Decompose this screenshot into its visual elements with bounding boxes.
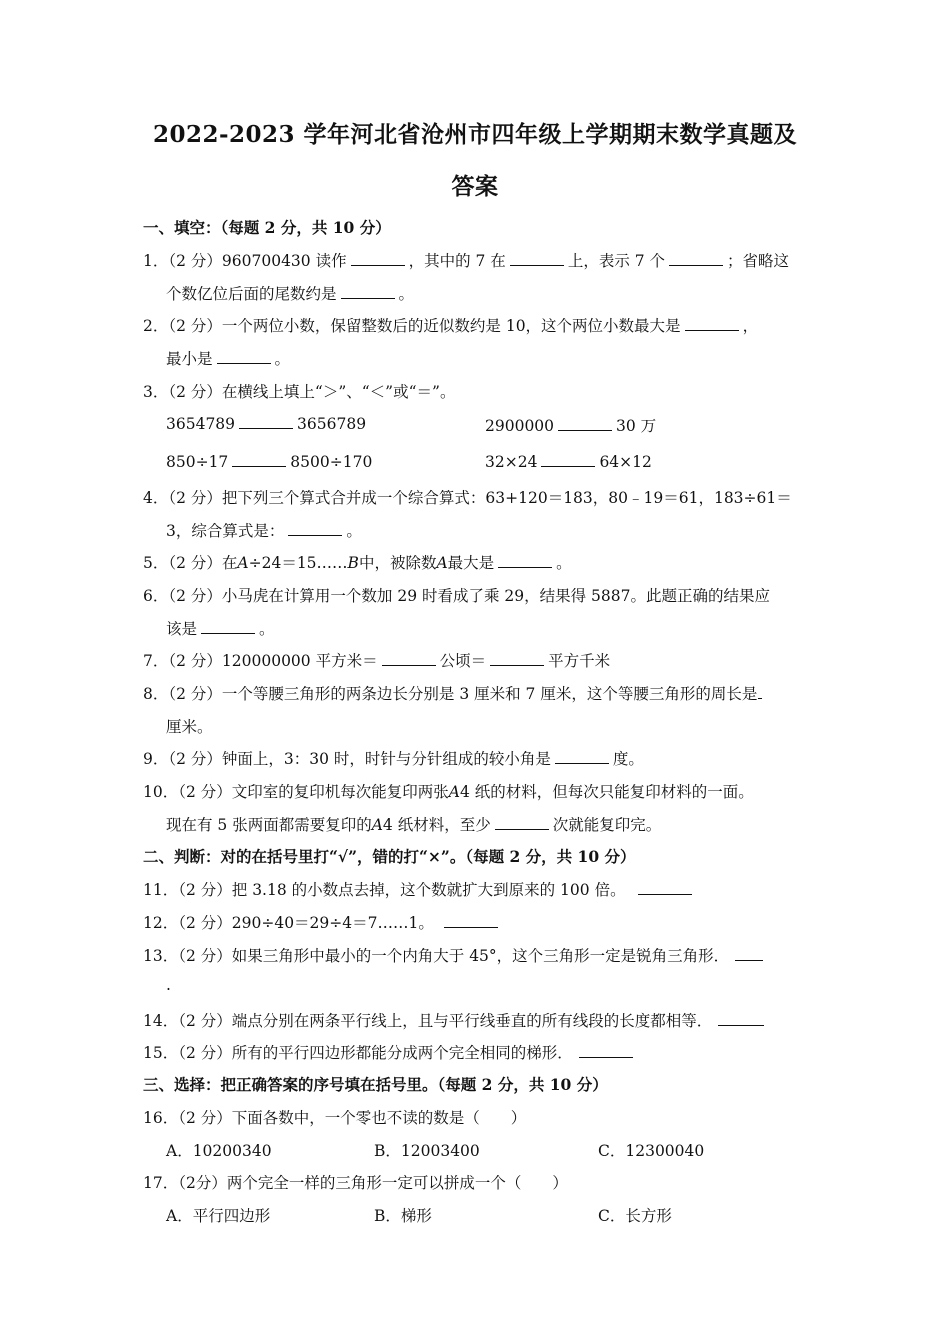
q17-option-a[interactable]: A．平行四边形 bbox=[166, 1207, 271, 1225]
question-2-line2 bbox=[166, 347, 290, 369]
q2-text-b: ， bbox=[742, 317, 759, 335]
question-8-line1: 8．（2 分）一个等腰三角形的两条边长分别是 3 厘米和 7 厘米，这个等腰三角形的周长是 bbox=[143, 682, 762, 704]
question-17-stem: 17．（2分）两个完全一样的三角形一定可以拼成一个（ ） bbox=[143, 1174, 568, 1192]
question-9: 9．（2 分）钟面上，3：30 时，时针与分针组成的较小角是 度。 bbox=[143, 750, 644, 768]
q1-text-c: 上，表示 7 个 bbox=[567, 252, 666, 270]
question-5: 5．（2 分）在A÷24＝15……B中，被除数A最大是 。 bbox=[143, 554, 572, 572]
question-13-line1: 13．（2 分）如果三角形中最小的一个内角大于 45°，这个三角形一定是锐角三角形． bbox=[143, 944, 767, 966]
document-title-line2: 答案 bbox=[451, 173, 499, 200]
q16-option-a[interactable]: A．10200340 bbox=[166, 1142, 272, 1160]
q17-option-c[interactable]: C．长方形 bbox=[598, 1207, 672, 1225]
q3-compare-1: 3654789 3656789 bbox=[166, 415, 367, 433]
question-2-line1 bbox=[143, 314, 758, 336]
q16-option-c[interactable]: C．12300040 bbox=[598, 1142, 705, 1160]
q2-text-a: 2．（2 分）一个两位小数，保留整数后的近似数约是 10，这个两位小数最大是 bbox=[143, 317, 681, 335]
q3-compare-3: 850÷17 8500÷170 bbox=[166, 453, 373, 471]
section-1-header: 一、填空：（每题 2 分，共 10 分） bbox=[143, 218, 391, 237]
q3-compare-2: 2900000 30 万 bbox=[485, 417, 657, 435]
answer-blank[interactable] bbox=[495, 815, 549, 830]
question-12: 12．（2 分）290÷40＝29÷4＝7……1。 bbox=[143, 911, 502, 933]
answer-blank[interactable] bbox=[510, 251, 564, 266]
q1-text-b: ，其中的 7 在 bbox=[408, 252, 506, 270]
answer-blank[interactable] bbox=[669, 251, 723, 266]
question-16-stem: 16．（2 分）下面各数中，一个零也不读的数是（ ） bbox=[143, 1109, 527, 1127]
section-3-header: 三、选择：把正确答案的序号填在括号里。（每题 2 分，共 10 分） bbox=[143, 1075, 608, 1094]
question-3-stem: 3．（2 分）在横线上填上“＞”、“＜”或“＝”。 bbox=[143, 383, 456, 401]
answer-blank[interactable] bbox=[579, 1043, 633, 1058]
question-4-line2: 3，综合算式是： 。 bbox=[166, 522, 362, 540]
question-6-line1: 6．（2 分）小马虎在计算用一个数加 29 时看成了乘 29，结果得 5887。此题正确的结果应 bbox=[143, 587, 771, 605]
question-10-line2: 现在有 5 张两面都需要复印的A4 纸材料，至少 次就能复印完。 bbox=[166, 816, 662, 834]
question-13-line2: . bbox=[166, 976, 171, 994]
question-1-line2 bbox=[166, 282, 414, 304]
answer-blank[interactable] bbox=[232, 452, 286, 467]
question-11: 11．（2 分）把 3.18 的小数点去掉，这个数就扩大到原来的 100 倍。 bbox=[143, 878, 696, 900]
question-4-line1: 4．（2 分）把下列三个算式合并成一个综合算式：63+120＝183，80﹣19＝61，183÷61＝ bbox=[143, 489, 792, 507]
answer-blank[interactable] bbox=[490, 651, 544, 666]
question-15: 15．（2 分）所有的平行四边形都能分成两个完全相同的梯形． bbox=[143, 1041, 637, 1063]
question-10-line1: 10．（2 分）文印室的复印机每次能复印两张A4 纸的材料，但每次只能复印材料的一面。 bbox=[143, 783, 754, 801]
question-7: 7．（2 分）120000000 平方米＝ 公顷＝ 平方千米 bbox=[143, 652, 611, 670]
q1-text-d: ；省略这 bbox=[727, 252, 790, 270]
answer-blank[interactable] bbox=[382, 651, 436, 666]
q1-text-f: 。 bbox=[398, 285, 415, 303]
q17-option-b[interactable]: B．梯形 bbox=[374, 1207, 432, 1225]
answer-blank[interactable] bbox=[341, 284, 395, 299]
question-6-line2: 该是 。 bbox=[166, 620, 275, 638]
question-8-line2: 厘米。 bbox=[166, 718, 213, 736]
q2-text-c: 最小是 bbox=[166, 350, 213, 368]
answer-blank[interactable] bbox=[541, 452, 595, 467]
answer-blank[interactable] bbox=[718, 1011, 764, 1026]
answer-blank[interactable] bbox=[288, 521, 342, 536]
answer-blank[interactable] bbox=[444, 913, 498, 928]
answer-blank[interactable] bbox=[351, 251, 405, 266]
answer-blank[interactable] bbox=[638, 880, 692, 895]
answer-blank[interactable] bbox=[758, 684, 762, 699]
q16-option-b[interactable]: B．12003400 bbox=[374, 1142, 480, 1160]
answer-blank[interactable] bbox=[217, 349, 271, 364]
section-2-header: 二、判断：对的在括号里打“√”，错的打“×”。（每题 2 分，共 10 分） bbox=[143, 847, 636, 866]
document-title-line1: 2022-2023 学年河北省沧州市四年级上学期期末数学真题及 bbox=[152, 121, 798, 148]
q3-compare-4: 32×24 64×12 bbox=[485, 453, 652, 471]
q1-text-e: 个数亿位后面的尾数约是 bbox=[166, 285, 337, 303]
q1-text-a: 1．（2 分）960700430 读作 bbox=[143, 252, 347, 270]
answer-blank[interactable] bbox=[735, 946, 763, 961]
answer-blank[interactable] bbox=[498, 553, 552, 568]
q2-text-d: 。 bbox=[274, 350, 291, 368]
question-14: 14．（2 分）端点分别在两条平行线上，且与平行线垂直的所有线段的长度都相等． bbox=[143, 1009, 768, 1031]
question-1-line1 bbox=[143, 249, 789, 271]
answer-blank[interactable] bbox=[239, 414, 293, 429]
answer-blank[interactable] bbox=[201, 619, 255, 634]
answer-blank[interactable] bbox=[555, 749, 609, 764]
answer-blank[interactable] bbox=[558, 416, 612, 431]
answer-blank[interactable] bbox=[685, 316, 739, 331]
